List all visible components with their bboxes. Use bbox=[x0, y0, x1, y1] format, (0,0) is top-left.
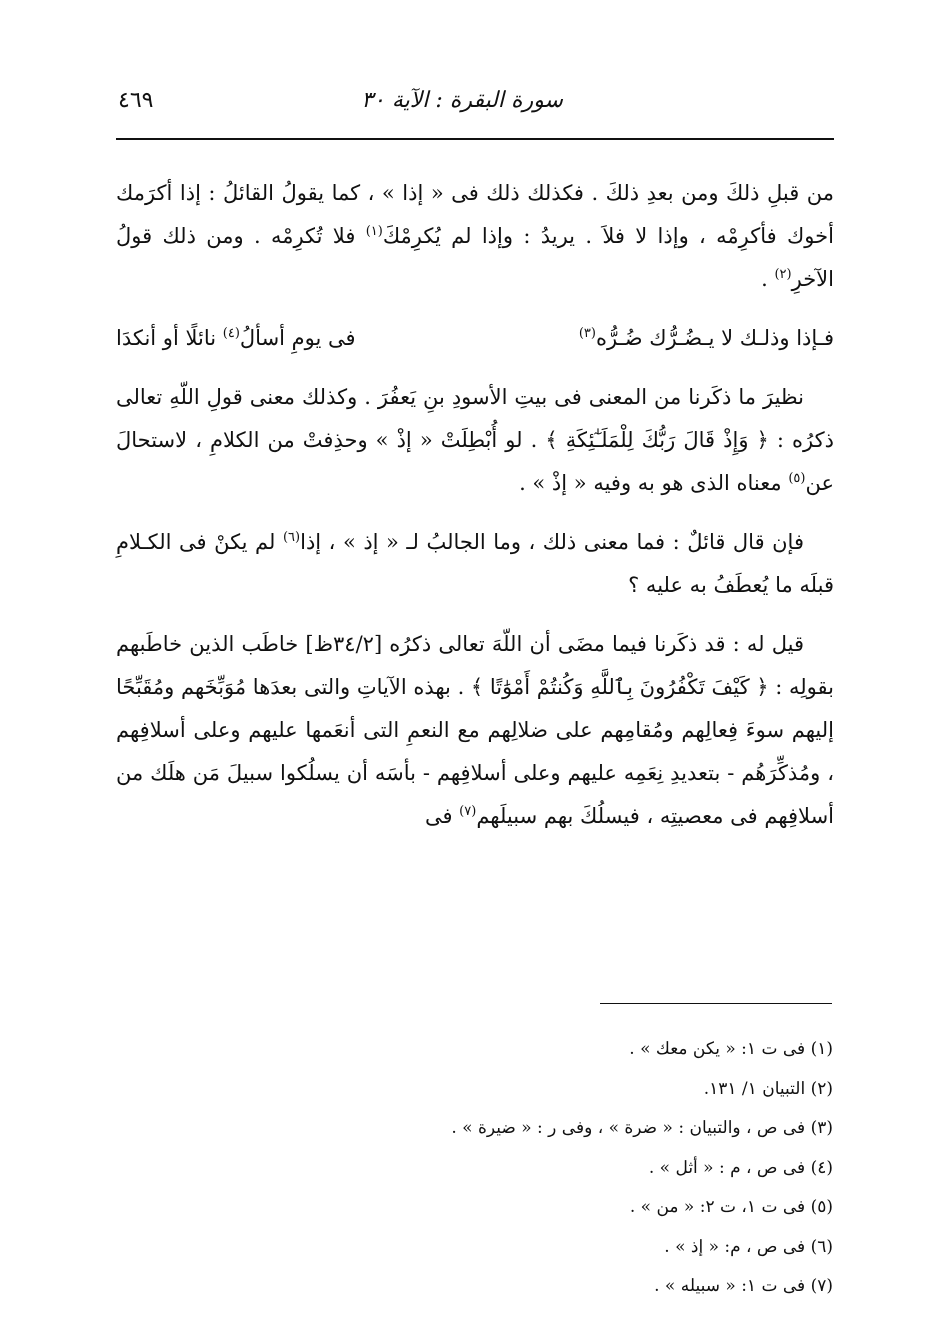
paragraph-2: نظيرَ ما ذكَرنا من المعنى فى بيتِ الأسودِ بنِ يَعفُرَ . وكذلك معنى قولِ اللّهِ تعالى ذكرُه : ﴿ وَإِذْ قَالَ رَبُّكَ لِلْمَلَـٰٓئِكَةِ ﴾ . لو أُبْطِلَتْ « إذْ » وحذِفتْ من الكلامِ ، لاستحالَ عن$^{(٥)}$ معناه الذى هو به وفيه « إذْ » . bbox=[116, 385, 834, 495]
paragraph-1: من قبلِ ذلكَ ومن بعدِ ذلكَ . فكذلك ذلك فى « إذا » ، كما يقولُ القائلُ : إذا أكرَمك أخوك فأكرِمْه ، وإذا لا فلاَ . يريدُ : وإذا لم يُكرِمْكَ$^{(١)}$ فلا تُكرِمْه . ومن ذلك قولُ الآخرِ$^{(٢)}$ . bbox=[116, 181, 834, 291]
footnote-ref-6: (٦) bbox=[282, 530, 301, 545]
paragraph-3: فإن قال قائلٌ : فما معنى ذلك ، وما الجالبُ لـ « إذ » ، إذا$^{(٦)}$ لم يكنْ فى الكـلامِ قبلَه ما يُعطَفُ به عليه ؟ bbox=[116, 530, 834, 597]
footnote-2: (٢) التبيان ١/ ١٣١. bbox=[703, 1078, 833, 1099]
footnote-ref-7: (٧) bbox=[459, 804, 477, 819]
footnote-ref-4: (٤) bbox=[222, 326, 240, 341]
footnote-divider bbox=[600, 1003, 832, 1004]
poetry-verse bbox=[116, 317, 834, 360]
footnote-4: (٤) فى ص ، م : « أثل » . bbox=[648, 1157, 833, 1178]
verse-first-hemistich: فـإذا وذلـك لا يـضُـرُّك ضُـرُّه$^{(٣)}$ bbox=[578, 326, 834, 350]
footnote-ref-5: (٥) bbox=[788, 471, 806, 486]
footnotes bbox=[300, 1030, 833, 1307]
page-number: ٤٦٩ bbox=[118, 88, 154, 113]
footnote-3: (٣) فى ص ، والتبيان : « ضرة » ، وفى ر : « ضيرة » . bbox=[451, 1118, 833, 1138]
verse-second-hemistich: فى يومِ أسألُ$^{(٤)}$ نائلًا أو أنكدَا bbox=[116, 326, 356, 350]
footnote-ref-1: (١) bbox=[365, 224, 383, 239]
page-header bbox=[118, 88, 833, 128]
header-divider bbox=[116, 138, 834, 140]
footnote-6: (٦) فى ص ، م: « إذ » . bbox=[664, 1236, 833, 1257]
paragraph-4: قيل له : قد ذكَرنا فيما مضَى أن اللّهَ تعالى ذكرُه [٣٤/٢ظ] خاطَب الذين خاطَبهم بقولِه : ﴿ كَيْفَ تَكْفُرُونَ بِٱللَّهِ وَكُنتُمْ أَمْوَٰتًا ﴾ . بهذه الآياتِ والتى بعدَها مُوَبِّخَهم ومُقَبِّحًا إليهم سوءَ فِعالِهم ومُقامِهم على ضلالِهم مع النعمِ التى أنعَمها عليهم وعلى أسلافِهم ، ومُذكِّرَهُم - بتعديدِ نِعَمِه عليهم وعلى أسلافِهم - بأسَه أن يسلُكوا سبيلَ مَن هلَك من أسلافِهم فى معصيتِه ، فيسلُكَ بهم سبيلَهم$^{(٧)}$ فى bbox=[116, 632, 834, 828]
main-text bbox=[116, 172, 834, 854]
footnote-1: (١) فى ت ١: « يكن معك » . bbox=[629, 1039, 833, 1059]
footnote-ref-3: (٣) bbox=[578, 326, 596, 341]
running-title: سورة البقرة : الآية ٣٠ bbox=[361, 88, 563, 113]
footnote-ref-2: (٢) bbox=[774, 267, 792, 282]
footnote-7: (٧) فى ت ١: « سبيله » . bbox=[654, 1276, 833, 1296]
footnote-5: (٥) فى ت ١، ت ٢: « من » . bbox=[629, 1197, 833, 1217]
